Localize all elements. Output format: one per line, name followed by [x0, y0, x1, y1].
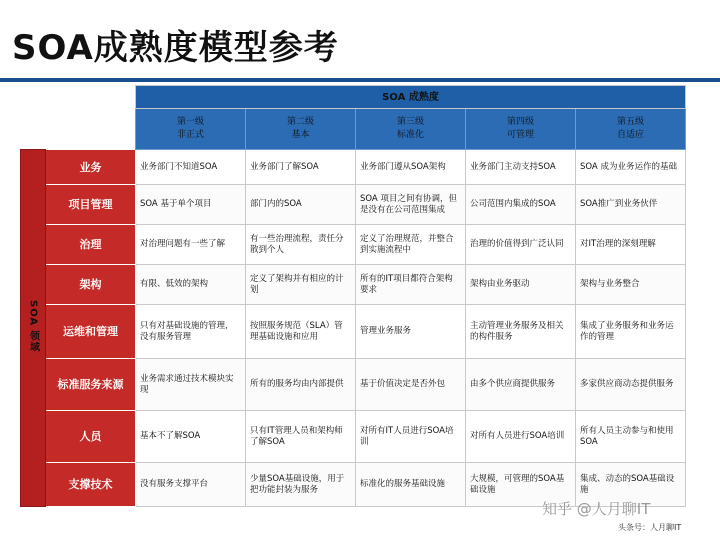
table-cell: 基于价值决定是否外包 [356, 359, 466, 411]
table-cell: 多家供应商动态提供服务 [576, 359, 686, 411]
table-cell: 少量SOA基础设施，用于把功能封装为服务 [246, 463, 356, 507]
table-row [21, 150, 686, 185]
table-cell: 集成了业务服务和业务运作的管理 [576, 305, 686, 359]
corner-blank [21, 86, 136, 109]
table-cell: 架构与业务整合 [576, 265, 686, 305]
table-row [21, 265, 686, 305]
table-row [21, 305, 686, 359]
table-cell: 没有服务支撑平台 [136, 463, 246, 507]
table-cell: 管理业务服务 [356, 305, 466, 359]
table-cell: 所有的IT项目都符合架构要求 [356, 265, 466, 305]
row-header: 治理 [46, 225, 136, 265]
table-row [21, 185, 686, 225]
row-header: 运维和管理 [46, 305, 136, 359]
table-cell: 架构由业务驱动 [466, 265, 576, 305]
maturity-header-row [21, 86, 686, 109]
table-cell: 业务需求通过技术模块实现 [136, 359, 246, 411]
table-cell: SOA 项目之间有协调，但是没有在公司范围集成 [356, 185, 466, 225]
row-header: 架构 [46, 265, 136, 305]
level-header-2 [246, 109, 356, 150]
soa-maturity-table [20, 85, 686, 507]
level-name: 第三级 [396, 117, 424, 127]
table-cell: 定义了治理规范，并整合到实施流程中 [356, 225, 466, 265]
table-cell: 对治理问题有一些了解 [136, 225, 246, 265]
level-desc: 基本 [291, 130, 310, 140]
table-cell: 业务部门不知道SOA [136, 150, 246, 185]
table-cell: 公司范围内集成的SOA [466, 185, 576, 225]
level-name: 第一级 [176, 117, 204, 127]
table-cell: SOA 成为业务运作的基础 [576, 150, 686, 185]
table-row [21, 225, 686, 265]
table-cell: 定义了架构并有相应的计划 [246, 265, 356, 305]
table-row [21, 411, 686, 463]
table-cell: 有限、低效的架构 [136, 265, 246, 305]
table-cell: 所有的服务均由内部提供 [246, 359, 356, 411]
table-cell: 对所有人员进行SOA培训 [466, 411, 576, 463]
table-cell: 大规模，可管理的SOA基础设施 [466, 463, 576, 507]
row-header: 标准服务来源 [46, 359, 136, 411]
table-cell: 集成、动态的SOA基础设施 [576, 463, 686, 507]
table-cell: 对IT治理的深刻理解 [576, 225, 686, 265]
table-cell: 部门内的SOA [246, 185, 356, 225]
table-cell: 基本不了解SOA [136, 411, 246, 463]
level-desc: 可管理 [506, 130, 534, 140]
slide-title: SOA成熟度模型参考 [12, 28, 339, 68]
table-cell: 只有对基础设施的管理，没有服务管理 [136, 305, 246, 359]
table-cell: 有一些治理流程，责任分散到个人 [246, 225, 356, 265]
watermark: 知乎 @人月聊IT [542, 500, 651, 518]
table-cell: 按照服务规范（SLA）管理基础设施和应用 [246, 305, 356, 359]
corner-blank-2 [21, 109, 136, 150]
table-cell: 对所有IT人员进行SOA培训 [356, 411, 466, 463]
level-name: 第二级 [286, 117, 314, 127]
level-desc: 自适应 [616, 130, 644, 140]
table-cell: 由多个供应商提供服务 [466, 359, 576, 411]
table-cell: 业务部门主动支持SOA [466, 150, 576, 185]
level-header-row [21, 109, 686, 150]
table-cell: 所有人员主动参与和使用SOA [576, 411, 686, 463]
table-cell: SOA 基于单个项目 [136, 185, 246, 225]
level-header-5 [576, 109, 686, 150]
level-name: 第四级 [506, 117, 534, 127]
level-desc: 标准化 [396, 130, 424, 140]
level-header-4 [466, 109, 576, 150]
table-cell: 治理的价值得到广泛认同 [466, 225, 576, 265]
row-header: 人员 [46, 411, 136, 463]
row-header: 业务 [46, 150, 136, 185]
table-cell: 标准化的服务基础设施 [356, 463, 466, 507]
maturity-header: SOA 成熟度 [136, 86, 686, 109]
row-header: 支撑技术 [46, 463, 136, 507]
level-name: 第五级 [616, 117, 644, 127]
table-cell: 业务部门了解SOA [246, 150, 356, 185]
domain-axis-label: SOA 领域 [21, 150, 46, 507]
level-header-1 [136, 109, 246, 150]
table-cell: 主动管理业务服务及相关的构件服务 [466, 305, 576, 359]
row-header: 项目管理 [46, 185, 136, 225]
table-cell: SOA推广到业务伙伴 [576, 185, 686, 225]
level-header-3 [356, 109, 466, 150]
level-desc: 非正式 [176, 130, 204, 140]
table-cell: 只有IT管理人员和架构师了解SOA [246, 411, 356, 463]
source-note: 头条号：人月聊IT [618, 523, 682, 532]
table-row [21, 359, 686, 411]
title-rule [0, 78, 720, 82]
table-cell: 业务部门遵从SOA架构 [356, 150, 466, 185]
